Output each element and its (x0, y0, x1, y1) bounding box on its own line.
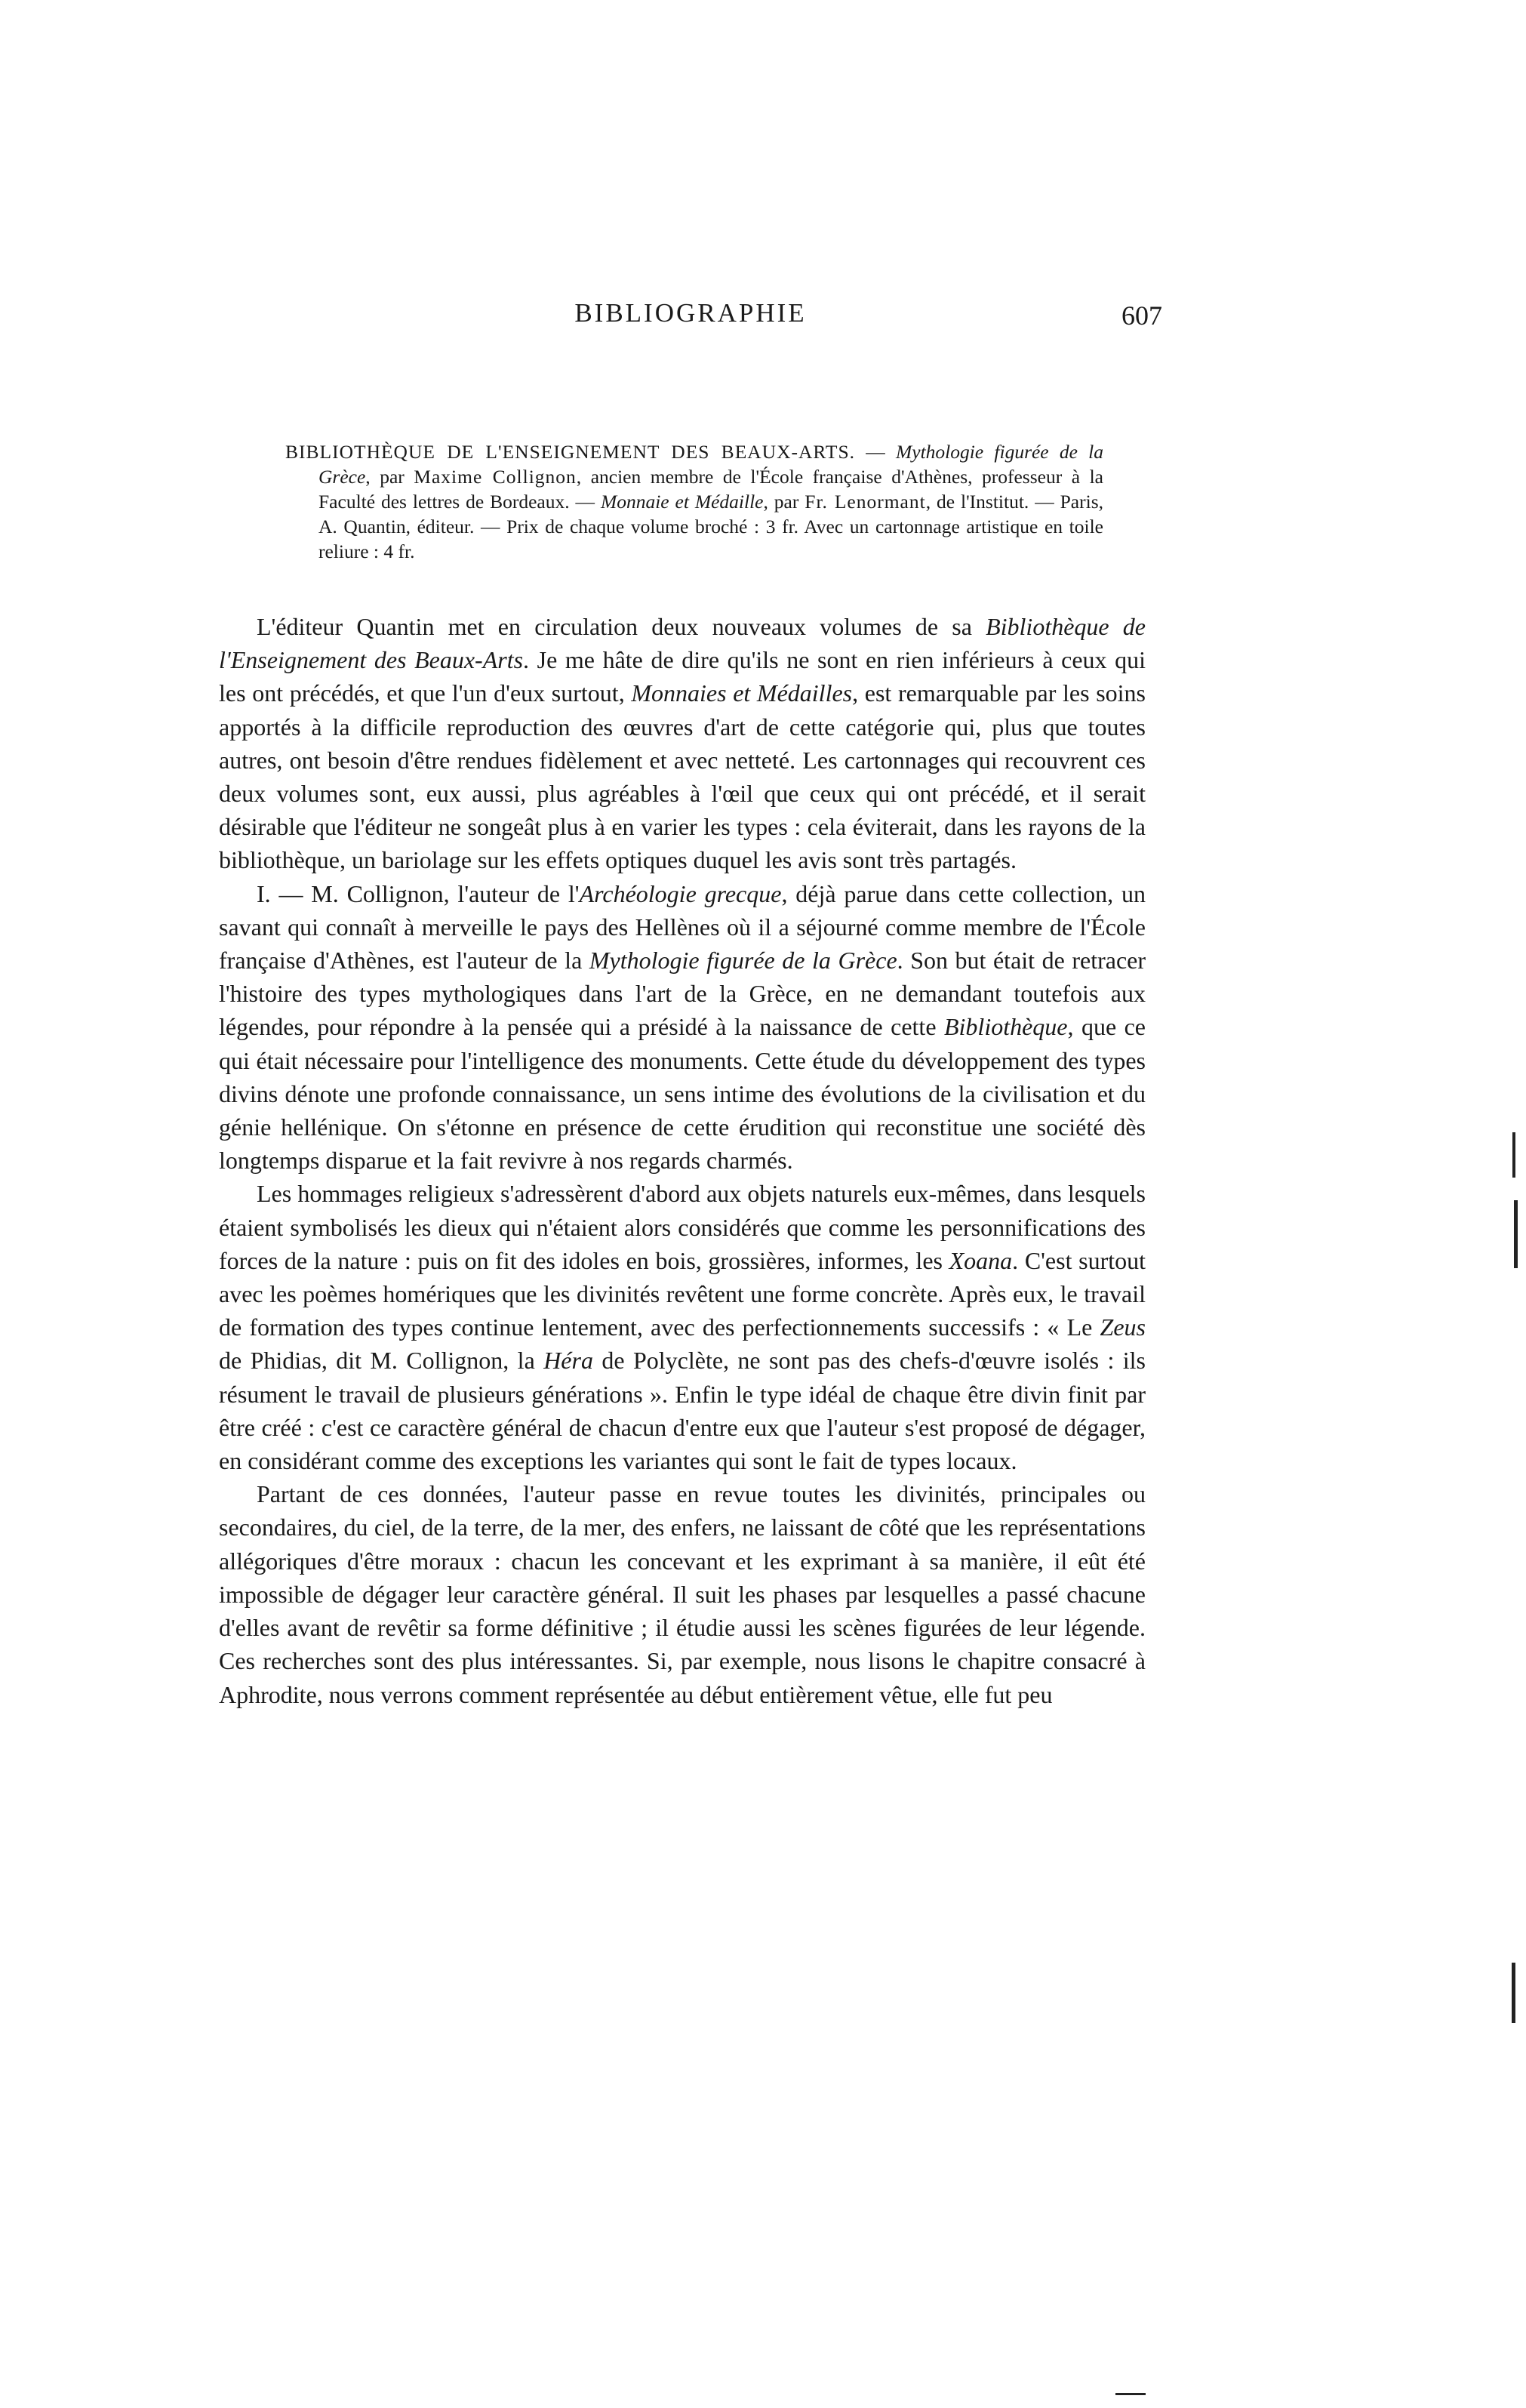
page-number: 607 (1121, 300, 1162, 331)
running-title: BIBLIOGRAPHIE (574, 298, 807, 328)
italic-title: Archéologie grecque (579, 879, 782, 907)
notice-series: BIBLIOTHÈQUE DE L'ENSEIGNEMENT DES BEAUX-ARTS. (285, 441, 856, 463)
italic-title: Bibliothèque de l'Enseignement des Beaux-Arts (219, 613, 1146, 674)
body-text (219, 610, 1146, 1711)
italic-title: Bibliothèque (943, 1013, 1068, 1041)
text-run: . C'est surtout avec les poèmes homériques que les divinités revêtent une forme concrète. Après eux, le travail de formation des types continue lentement, avec des perfectionnements successifs : « Le (219, 1246, 1146, 1341)
text-run: Partant de ces données, l'auteur passe en revue toutes les divinités, principales ou secondaires, du ciel, de la terre, de la mer, des enfers, ne laissant de côté que les représentations allégoriques d'être moraux : chacun les concevant et les exprimant à sa manière, il eût été impossible de dégager leur caractère général. Il suit les phases par lesquelles a passé chacune d'elles avant de revêtir sa forme définitive ; il étudie aussi les scènes figurées de leur légende. Ces recherches sont des plus intéressantes. Si, par exemple, nous lisons le chapitre consacré à Aphrodite, nous verrons comment représentée au début entièrement vêtue, elle fut peu (219, 1480, 1146, 1708)
italic-term: Zeus (1100, 1313, 1146, 1341)
scan-mark (1512, 1132, 1515, 1178)
text-run: . Son but était de retracer l'histoire des types mythologiques dans l'art de la Grèce, en ne demandant toutefois aux légendes, pour répondre à la pensée qui a présidé à la naissance de cette (219, 947, 1146, 1041)
notice-text: , par (763, 491, 805, 513)
italic-title: Monnaies et Médailles (631, 679, 853, 707)
paragraph-1 (219, 610, 1146, 877)
notice-text: — (855, 441, 897, 463)
paragraph-4 (219, 1477, 1146, 1711)
paragraph-3 (219, 1177, 1146, 1477)
paragraph-2 (219, 877, 1146, 1178)
scan-mark (1512, 1963, 1515, 2023)
notice-author-lenormant: Fr. Lenormant (805, 491, 926, 513)
notice-text: , ancien membre de l'École française d'Athènes, professeur à la Faculté des lettres de Bordeaux. — (318, 466, 1103, 513)
text-run: de Phidias, dit M. Collignon, la (219, 1347, 544, 1375)
text-run: Les hommages religieux s'adressèrent d'abord aux objets naturels eux-mêmes, dans lesquels étaient symbolisés les dieux qui n'étaient alors considérés que comme les personnifications des forces de la nature : puis on fit des idoles en bois, grossières, informes, les (219, 1180, 1146, 1274)
scan-mark (1514, 1200, 1518, 1268)
text-run: I. — M. Collignon, l'auteur de l' (257, 879, 580, 907)
text-run: , est remarquable par les soins apportés à la difficile reproduction des œuvres d'art de cette catégorie qui, plus que toutes autres, ont besoin d'être rendues fidèlement et avec netteté. Les cartonnages qui recouvrent ces deux volumes sont, eux aussi, plus agréables à l'œil que ceux qui ont précédé, et il serait désirable que l'éditeur ne songeât plus à en varier les types : cela éviterait, dans les rayons de la bibliothèque, un bariolage sur les effets optiques duquel les avis sont très partagés. (219, 679, 1146, 874)
text-run: de Polyclète, ne sont pas des chefs-d'œuvre isolés : ils résument le travail de plusieurs générations ». Enfin le type idéal de chaque être divin finit par être créé : c'est ce caractère général de chacun d'entre eux que l'auteur s'est proposé de dégager, en considérant comme des exceptions les variantes qui sont le fait de types locaux. (219, 1347, 1146, 1475)
text-run: , déjà parue dans cette collection, un savant qui connaît à merveille le pays des Hellènes où il a séjourné comme membre de l'École française d'Athènes, est l'auteur de la (219, 879, 1146, 975)
bibliographic-notice (285, 439, 1103, 564)
italic-term: Xoana (949, 1246, 1013, 1274)
notice-author-collignon: Maxime Collignon (414, 466, 577, 488)
scan-mark (1115, 2393, 1146, 2395)
text-run: . Je me hâte de dire qu'ils ne sont en rien inférieurs à ceux qui les ont précédés, et que l'un d'eux surtout, (219, 646, 1146, 707)
notice-text: , par (365, 466, 414, 488)
notice-text: , de l'Institut. — Paris, A. Quantin, éditeur. — Prix de chaque volume broché : 3 fr. Avec un cartonnage artistique en toile reliure : 4 fr. (318, 491, 1104, 562)
notice-title-monnaie: Monnaie et Médaille (600, 491, 764, 513)
text-run: L'éditeur Quantin met en circulation deux nouveaux volumes de sa (257, 613, 986, 640)
italic-term: Héra (543, 1347, 593, 1375)
text-run: , que ce qui était nécessaire pour l'intelligence des monuments. Cette étude du développement des types divins dénote une profonde connaissance, un sens intime des évolutions de la civilisation et du génie hellénique. On s'étonne en présence de cette érudition qui reconstitue une société dès longtemps disparue et la fait revivre à nos regards charmés. (219, 1013, 1146, 1175)
italic-title: Mythologie figurée de la Grèce (589, 947, 897, 975)
running-head (219, 298, 1162, 343)
notice-title-mythologie: Mythologie figurée de la Grèce (318, 441, 1104, 488)
